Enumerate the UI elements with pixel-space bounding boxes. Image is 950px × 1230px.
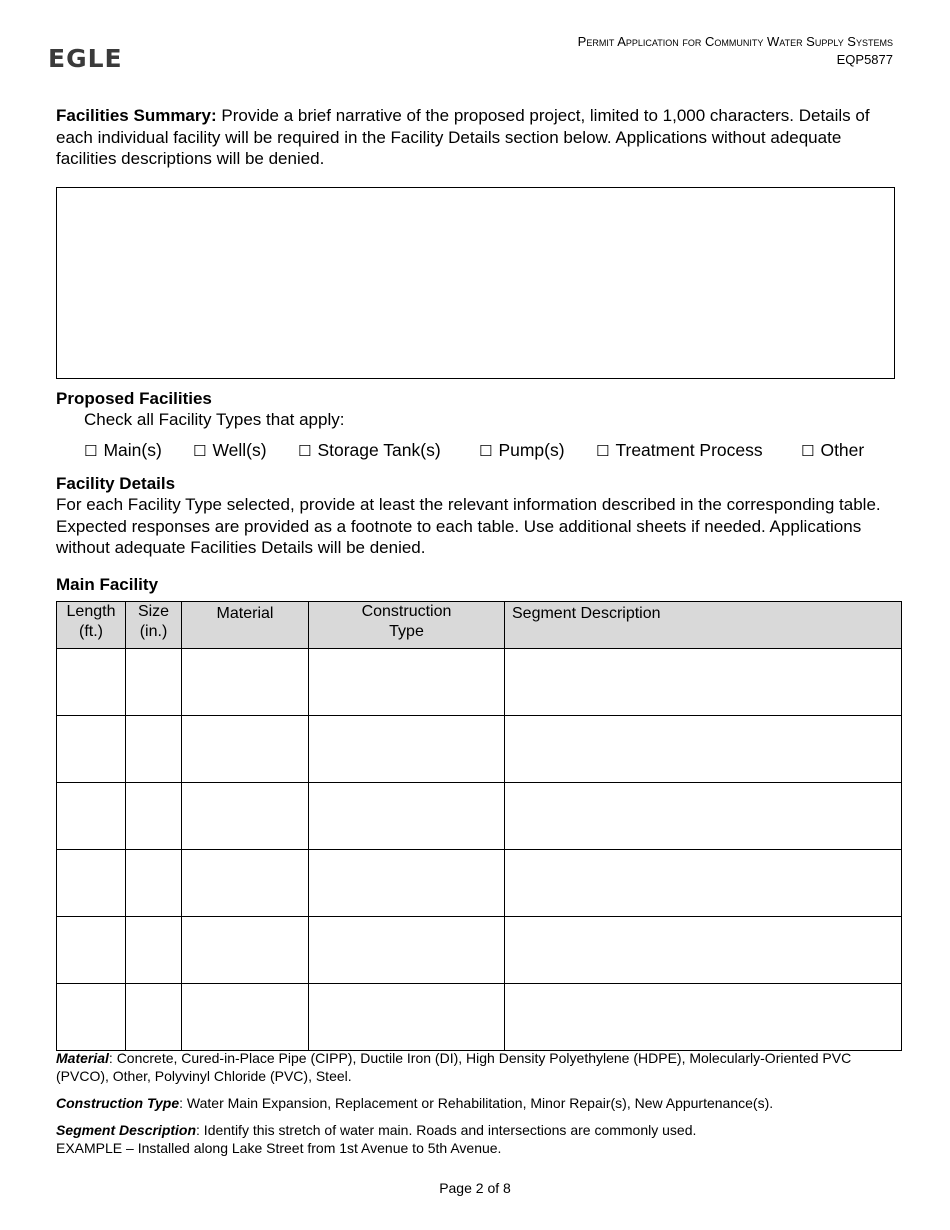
- table-row: [57, 716, 902, 783]
- facilities-summary-textbox[interactable]: [56, 187, 895, 379]
- construction-type-cell[interactable]: [309, 716, 505, 783]
- segment-description-cell[interactable]: [505, 649, 902, 716]
- size-cell[interactable]: [126, 716, 182, 783]
- column-header-material: Material: [182, 602, 309, 649]
- length-cell[interactable]: [57, 649, 126, 716]
- column-header-construction-type: Construction Type: [309, 602, 505, 649]
- construction-type-cell[interactable]: [309, 783, 505, 850]
- egle-logo: EGLE: [48, 44, 123, 73]
- segment-description-cell[interactable]: [505, 783, 902, 850]
- material-cell[interactable]: [182, 783, 309, 850]
- construction-type-cell[interactable]: [309, 917, 505, 984]
- length-cell[interactable]: [57, 783, 126, 850]
- construction-type-footnote-label: Construction Type: [56, 1095, 180, 1111]
- facility-types-instruction: Check all Facility Types that apply:: [84, 410, 345, 429]
- column-header-length: Length (ft.): [57, 602, 126, 649]
- checkbox-label: Storage Tank(s): [317, 440, 441, 460]
- checkbox-pumps[interactable]: [479, 440, 565, 461]
- material-cell[interactable]: [182, 850, 309, 917]
- checkbox-icon: ☐: [84, 442, 98, 460]
- length-cell[interactable]: [57, 917, 126, 984]
- main-facility-heading: Main Facility: [56, 575, 159, 594]
- checkbox-label: Treatment Process: [615, 440, 763, 460]
- table-row: [57, 850, 902, 917]
- construction-type-footnote-text: : Water Main Expansion, Replacement or Rehabilitation, Minor Repair(s), New Appurtenance(s).: [179, 1095, 774, 1111]
- checkbox-treatment-process[interactable]: [596, 440, 763, 461]
- length-cell[interactable]: [57, 850, 126, 917]
- construction-type-cell[interactable]: [309, 649, 505, 716]
- size-cell[interactable]: [126, 649, 182, 716]
- material-cell[interactable]: [182, 716, 309, 783]
- length-cell[interactable]: [57, 716, 126, 783]
- facilities-summary-text: Provide a brief narrative of the proposed project, limited to 1,000 characters. Details of each individual facility will be required in the Facility Details section below. Applications without adequate facilities descriptions will be denied.: [56, 106, 870, 168]
- table-row: [57, 984, 902, 1051]
- material-cell[interactable]: [182, 984, 309, 1051]
- form-title: Permit Application for Community Water Supply Systems: [577, 34, 893, 49]
- facilities-summary-label: Facilities Summary:: [56, 106, 217, 125]
- size-cell[interactable]: [126, 850, 182, 917]
- checkbox-icon: ☐: [193, 442, 207, 460]
- material-footnote-label: Material: [56, 1050, 109, 1066]
- facilities-summary-instructions: [56, 105, 896, 170]
- main-facility-table: [56, 601, 902, 1051]
- checkbox-label: Well(s): [212, 440, 267, 460]
- table-row: [57, 649, 902, 716]
- checkbox-storage-tanks[interactable]: [298, 440, 441, 461]
- page-number: Page 2 of 8: [439, 1180, 511, 1196]
- segment-description-example: EXAMPLE – Installed along Lake Street from 1st Avenue to 5th Avenue.: [56, 1140, 502, 1156]
- checkbox-icon: ☐: [479, 442, 493, 460]
- checkbox-mains[interactable]: [84, 440, 162, 461]
- material-cell[interactable]: [182, 917, 309, 984]
- checkbox-icon: ☐: [801, 442, 815, 460]
- checkbox-label: Other: [820, 440, 865, 460]
- segment-description-footnote-text: : Identify this stretch of water main. Roads and intersections are commonly used.: [196, 1122, 697, 1138]
- segment-description-footnote-label: Segment Description: [56, 1122, 197, 1138]
- column-header-size: Size (in.): [126, 602, 182, 649]
- segment-description-cell[interactable]: [505, 850, 902, 917]
- material-footnote: [56, 1049, 906, 1085]
- table-header-row: [57, 602, 902, 649]
- checkbox-other[interactable]: [801, 440, 864, 461]
- segment-description-cell[interactable]: [505, 716, 902, 783]
- construction-type-cell[interactable]: [309, 984, 505, 1051]
- size-cell[interactable]: [126, 917, 182, 984]
- table-row: [57, 917, 902, 984]
- checkbox-wells[interactable]: [193, 440, 267, 461]
- segment-description-cell[interactable]: [505, 917, 902, 984]
- segment-description-cell[interactable]: [505, 984, 902, 1051]
- facility-details-text: For each Facility Type selected, provide at least the relevant information described in the corresponding table. Expected responses are provided as a footnote to each table. Use additional sheets if needed. Applications without adequate Facilities Details will be denied.: [56, 495, 881, 557]
- facility-details-heading: Facility Details: [56, 474, 176, 493]
- segment-description-footnote: [56, 1121, 906, 1157]
- checkbox-label: Pump(s): [498, 440, 565, 460]
- proposed-facilities-heading: Proposed Facilities: [56, 389, 212, 408]
- table-row: [57, 783, 902, 850]
- checkbox-icon: ☐: [596, 442, 610, 460]
- material-footnote-text: : Concrete, Cured-in-Place Pipe (CIPP), Ductile Iron (DI), High Density Polyethylene (HDPE), Molecularly-Oriented PVC (PVCO), Other, Polyvinyl Chloride (PVC), Steel.: [56, 1050, 852, 1084]
- material-cell[interactable]: [182, 649, 309, 716]
- checkbox-label: Main(s): [103, 440, 162, 460]
- length-cell[interactable]: [57, 984, 126, 1051]
- size-cell[interactable]: [126, 984, 182, 1051]
- construction-type-cell[interactable]: [309, 850, 505, 917]
- form-code: EQP5877: [836, 52, 893, 67]
- construction-type-footnote: [56, 1094, 906, 1112]
- column-header-segment-description: Segment Description: [505, 602, 902, 649]
- checkbox-icon: ☐: [298, 442, 312, 460]
- size-cell[interactable]: [126, 783, 182, 850]
